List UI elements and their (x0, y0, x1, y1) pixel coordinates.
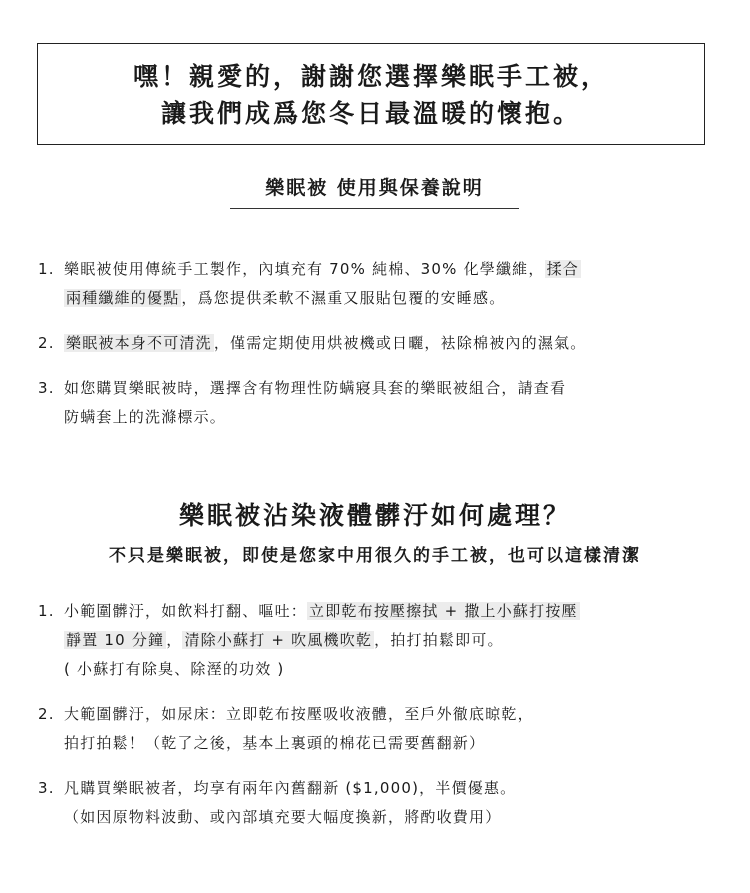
highlighted-text: 揉合 (546, 260, 579, 278)
item-continuation: （如因原物料波動、或內部填充要大幅度換新，將酌收費用） (64, 808, 502, 826)
item-number: 2. (38, 334, 55, 352)
item-text: 如您購買樂眠被時，選擇含有物理性防螨寢具套的樂眠被組合，請查看 (64, 379, 567, 397)
care-item-2 (38, 329, 728, 358)
item-number: 3. (38, 379, 55, 397)
item-continuation: 防螨套上的洗滌標示。 (64, 408, 227, 426)
item-text: ，爲您提供柔軟不濕重又服貼包覆的安睡感。 (181, 289, 506, 307)
item-note: ( 小蘇打有除臭、除溼的功效 ) (64, 660, 285, 678)
item-text: 大範圍髒汙，如尿床：立即乾布按壓吸收液體，至戶外徹底晾乾， (64, 705, 534, 723)
greeting-line-1: 嘿！親愛的，謝謝您選擇樂眠手工被， (132, 62, 609, 91)
stain-item-2 (38, 700, 728, 758)
item-text: ，僅需定期使用烘被機或日曬，袪除棉被內的濕氣。 (213, 334, 587, 352)
stain-item-3 (38, 774, 728, 832)
care-item-3 (38, 374, 728, 432)
item-number: 2. (38, 705, 55, 723)
item-continuation: 拍打拍鬆！（乾了之後，基本上裏頭的棉花已需要舊翻新） (64, 734, 486, 752)
stain-subtitle: 不只是樂眠被，即使是您家中用很久的手工被，也可以這樣清潔 (109, 546, 641, 566)
stain-title: 樂眠被沾染液體髒汙如何處理？ (178, 501, 571, 530)
care-list (38, 255, 728, 432)
highlighted-text: 清除小蘇打 + 吹風機吹乾 (184, 631, 373, 649)
greeting-box (37, 43, 705, 145)
highlighted-text: 兩種纖維的優點 (66, 289, 180, 307)
item-continuation (38, 626, 728, 655)
highlighted-text: 立即乾布按壓擦拭 + 撒上小蘇打按壓 (309, 602, 578, 620)
stain-item-1 (38, 597, 728, 684)
care-item-1 (38, 255, 728, 313)
item-number: 1. (38, 602, 55, 620)
item-text: 凡購買樂眠被者，均享有兩年內舊翻新 ($1,000)，半價優惠。 (64, 779, 517, 797)
item-number: 1. (38, 260, 55, 278)
highlighted-text: 樂眠被本身不可清洗 (66, 334, 212, 352)
highlighted-text: 靜置 10 分鐘 (66, 631, 165, 649)
item-continuation (38, 284, 728, 313)
item-text: 小範圍髒汙，如飲料打翻、嘔吐： (64, 602, 308, 620)
item-number: 3. (38, 779, 55, 797)
item-text: ，拍打拍鬆即可。 (374, 631, 504, 649)
greeting-line-2: 讓我們成爲您冬日最溫暖的懷抱。 (160, 99, 581, 128)
item-text: 樂眠被使用傳統手工製作，內填充有 70% 純棉、30% 化學纖維， (64, 260, 545, 278)
stain-list (38, 597, 728, 832)
care-title: 樂眠被 使用與保養說明 (230, 173, 519, 209)
item-text: ， (166, 631, 183, 649)
